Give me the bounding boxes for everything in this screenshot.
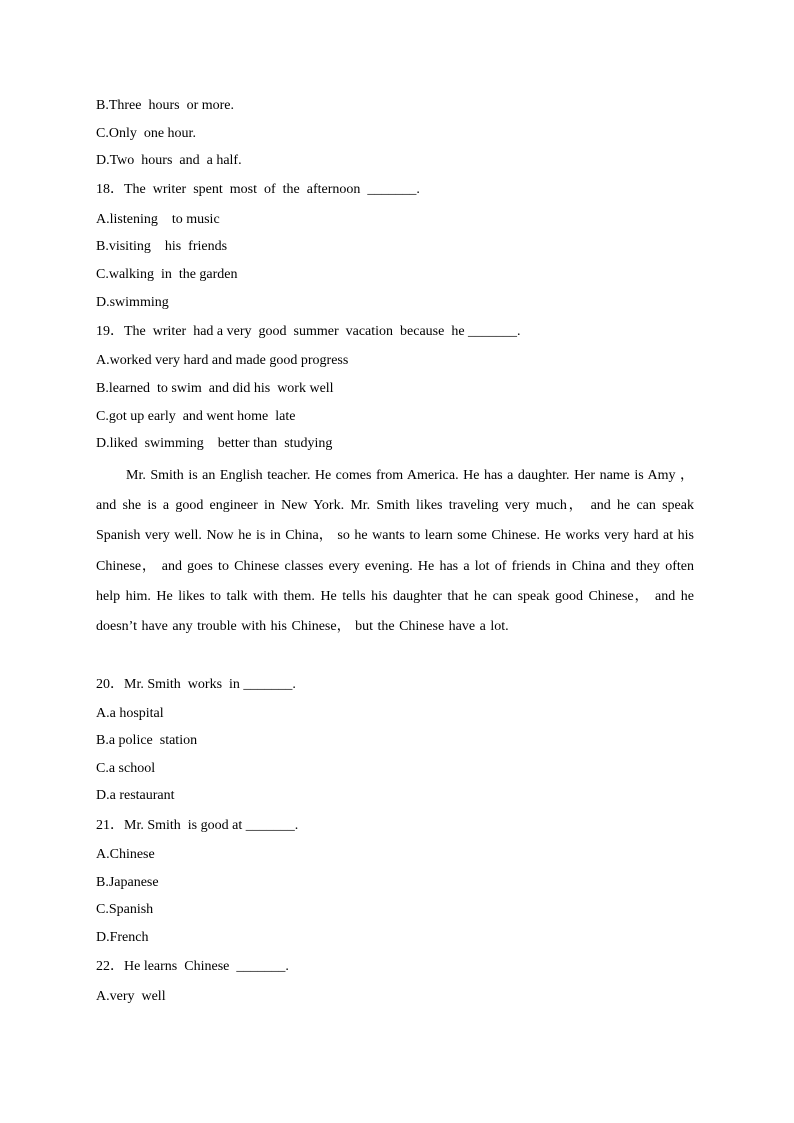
- q20-option-b: B.a police station: [96, 733, 198, 748]
- q20-option-c: C.a school: [96, 761, 156, 776]
- q20-option-d: D.a restaurant: [96, 788, 175, 803]
- q17-option-b: B.Three hours or more.: [96, 98, 235, 113]
- q21-option-a: A.Chinese: [96, 847, 155, 862]
- q18-option-c: C.walking in the garden: [96, 267, 238, 282]
- q18-question: 18．The writer spent most of the afternoon _______.: [96, 182, 420, 197]
- q17-option-c: C.Only one hour.: [96, 126, 196, 141]
- q22-question: 22．He learns Chinese _______.: [96, 959, 289, 974]
- q19-question: 19．The writer had a very good summer vacation because he _______.: [96, 324, 521, 339]
- q21-option-c: C.Spanish: [96, 902, 154, 917]
- q17-option-d: D.Two hours and a half.: [96, 153, 242, 168]
- q18-option-a: A.listening to music: [96, 212, 220, 227]
- q20-question: 20．Mr. Smith works in _______.: [96, 677, 296, 692]
- q19-option-c: C.got up early and went home late: [96, 409, 296, 424]
- q18-option-d: D.swimming: [96, 295, 169, 310]
- reading-passage: Mr. Smith is an English teacher. He comes from America. He has a daughter. Her name is Amy ， and she is a good engineer in New York. Mr. Smith likes traveling very much， and he can speak Spanish very well. Now he is in China， so he wants to learn some Chinese. He works very hard at his Chinese， and goes to Chinese classes every evening. He has a lot of friends in China and they often help him. He likes to talk with them. He tells his daughter that he can speak good Chinese， and he doesn’t have any trouble with his Chinese， but the Chinese have a lot.: [96, 468, 694, 635]
- q21-option-d: D.French: [96, 930, 149, 945]
- q22-option-a: A.very well: [96, 989, 166, 1004]
- q19-option-b: B.learned to swim and did his work well: [96, 381, 334, 396]
- q21-option-b: B.Japanese: [96, 875, 159, 890]
- q19-option-d: D.liked swimming better than studying: [96, 436, 333, 451]
- q19-option-a: A.worked very hard and made good progress: [96, 353, 349, 368]
- q20-option-a: A.a hospital: [96, 706, 164, 721]
- q21-question: 21．Mr. Smith is good at _______.: [96, 818, 299, 833]
- q18-option-b: B.visiting his friends: [96, 239, 228, 254]
